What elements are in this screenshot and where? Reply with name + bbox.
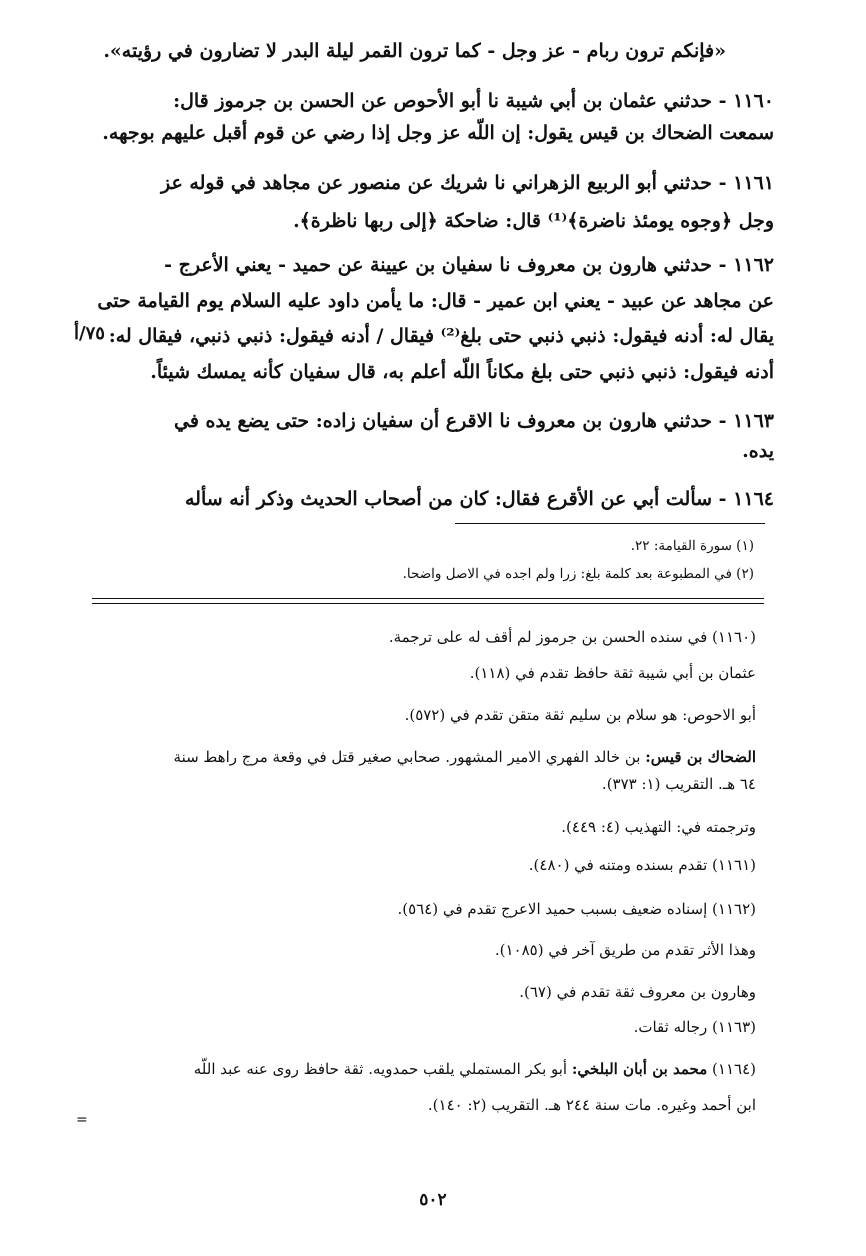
continuation-mark: = <box>76 1112 88 1128</box>
note-line-6: وترجمته في: التهذيب (٤: ٤٤٩). <box>561 818 756 836</box>
note-line-11: (١١٦٣) رجاله ثقات. <box>633 1018 756 1036</box>
note-line-5: ٦٤ هـ. التقريب (١: ٣٧٣). <box>601 775 756 793</box>
note-line-8: (١١٦٢) إسناده ضعيف بسبب حميد الاعرج تقدم في (٥٦٤). <box>397 900 756 918</box>
footnote-2: (٢) في المطبوعة بعد كلمة بلغ: زرا ولم اجده في الاصل واضحا. <box>402 566 754 582</box>
note-line-10: وهارون بن معروف ثقة تقدم في (٦٧). <box>519 983 756 1001</box>
note-line-12 <box>194 1060 756 1078</box>
main-text-line-5: وجل ﴿وجوه يومئذ ناضرة﴾⁽¹⁾ قال: ضاحكة ﴿إلى ربها ناظرة﴾. <box>293 210 774 232</box>
main-text-line-8: يقال له: أدنه فيقول: ذنبي ذنبي حتى بلغ⁽²⁾ فيقال / أدنه فيقول: ذنبي ذنبي، فيقال له: <box>108 325 774 347</box>
footnote-1: (١) سورة القيامة: ٢٢. <box>630 538 754 554</box>
note-line-9: وهذا الأثر تقدم من طريق آخر في (١٠٨٥). <box>494 941 756 959</box>
main-text-line-9: أدنه فيقول: ذنبي ذنبي حتى بلغ مكاناً اللّه أعلم به، قال سفيان كأنه يمسك شيئاً. <box>150 361 774 383</box>
note-line-3: أبو الاحوص: هو سلام بن سليم ثقة متقن تقدم في (٥٧٢). <box>404 706 756 724</box>
note-line-4 <box>174 748 756 766</box>
main-text-line-3: سمعت الضحاك بن قيس يقول: إن اللّه عز وجل إذا رضي عن قوم أقبل عليهم بوجهه. <box>102 122 774 144</box>
note-line-1: (١١٦٠) في سنده الحسن بن جرموز لم أقف له على ترجمة. <box>388 628 756 646</box>
note-4-name: الضحاك بن قيس: <box>645 748 756 766</box>
main-text-line-6: ١١٦٢ - حدثني هارون بن معروف نا سفيان بن عيينة عن حميد - يعني الأعرج - <box>164 254 774 276</box>
main-text-line-2: ١١٦٠ - حدثني عثمان بن أبي شيبة نا أبو الأحوص عن الحسن بن جرموز قال: <box>173 90 774 112</box>
notes-divider-top <box>92 598 764 599</box>
main-text-line-12: ١١٦٤ - سألت أبي عن الأقرع فقال: كان من أصحاب الحديث وذكر أنه سأله <box>184 488 774 510</box>
footnote-divider <box>455 523 765 524</box>
main-text-line-10: ١١٦٣ - حدثني هارون بن معروف نا الاقرع أن سفيان زاده: حتى يضع يده في <box>173 410 774 432</box>
manuscript-folio-ref: ٧٥/أ <box>74 323 105 344</box>
note-12-text: أبو بكر المستملي يلقب حمدويه. ثقة حافظ روى عنه عبد اللّه <box>193 1060 572 1078</box>
main-text-line-11: يده. <box>742 440 774 462</box>
note-line-2: عثمان بن أبي شيبة ثقة حافظ تقدم في (١١٨). <box>469 664 756 682</box>
note-line-13: ابن أحمد وغيره. مات سنة ٢٤٤ هـ. التقريب (٢: ١٤٠). <box>427 1096 756 1114</box>
note-12-number: (١١٦٤) <box>707 1060 756 1078</box>
main-text-line-4: ١١٦١ - حدثني أبو الربيع الزهراني نا شريك عن منصور عن مجاهد في قوله عز <box>160 172 774 194</box>
main-text-line-1: «فإنكم ترون ربام - عز وجل - كما ترون القمر ليلة البدر لا تضارون في رؤيته». <box>103 40 726 62</box>
notes-divider-bottom <box>92 603 764 604</box>
note-12-name: محمد بن أبان البلخي: <box>571 1060 708 1078</box>
note-4-text: بن خالد الفهري الامير المشهور. صحابي صغير قتل في وقعة مرج راهط سنة <box>173 748 646 766</box>
note-line-7: (١١٦١) تقدم بسنده ومتنه في (٤٨٠). <box>528 856 756 874</box>
page-number: ٥٠٢ <box>419 1190 447 1210</box>
main-text-line-7: عن مجاهد عن عبيد - يعني ابن عمير - قال: ما يأمن داود عليه السلام يوم القيامة حتى <box>97 290 774 312</box>
